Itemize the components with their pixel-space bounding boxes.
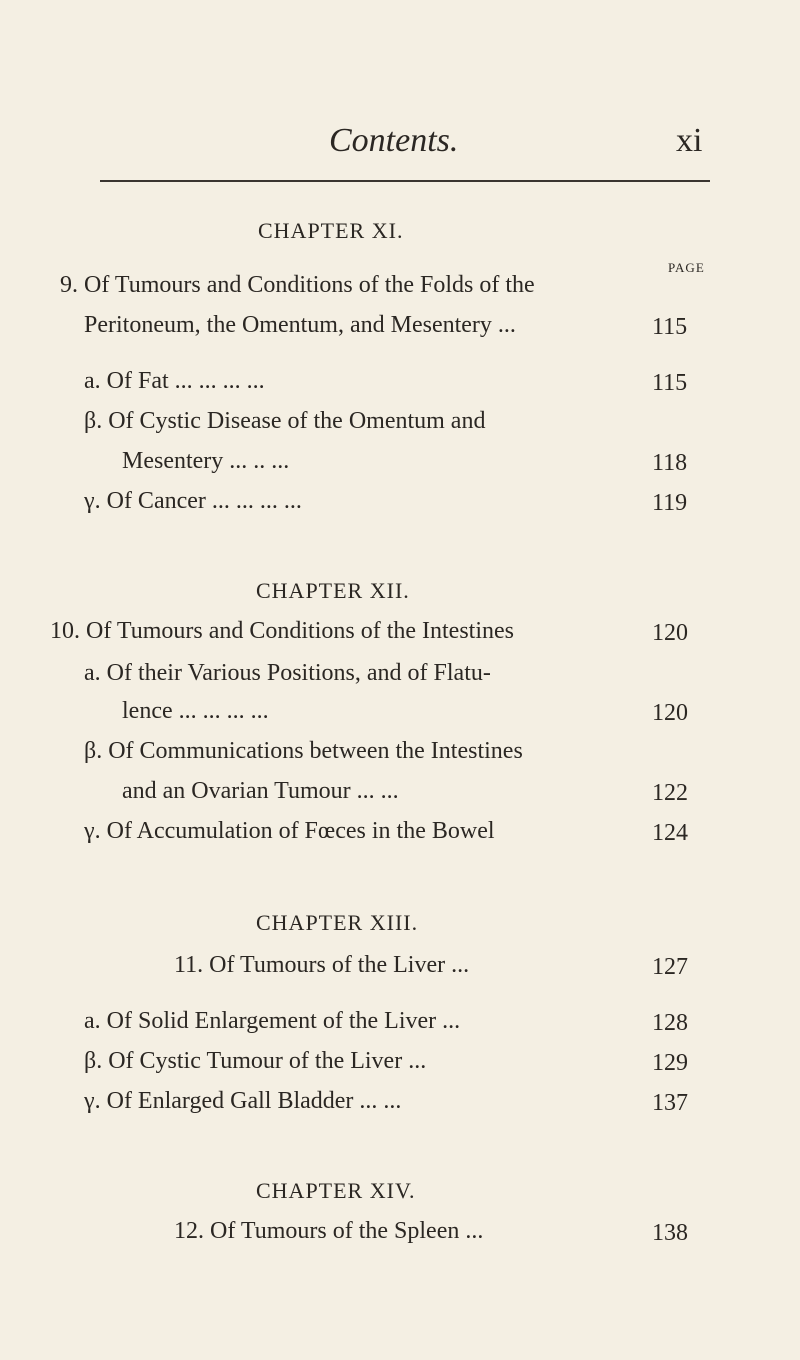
toc-page-number: 128 [652, 1010, 688, 1036]
chapter-heading: CHAPTER XIV. [256, 1178, 416, 1203]
chapter-heading: CHAPTER XI. [258, 218, 404, 243]
toc-entry: 12. Of Tumours of the Spleen ... [174, 1218, 484, 1244]
toc-subentry: γ. Of Accumulation of Fœces in the Bowel [84, 818, 495, 844]
toc-subentry-continued: Mesentery ... .. ... [122, 448, 290, 474]
toc-subentry: β. Of Communications between the Intestines [84, 738, 523, 764]
toc-page-number: 124 [652, 820, 688, 846]
page-header-title: Contents. [329, 122, 459, 159]
toc-page-number: 115 [652, 314, 688, 340]
toc-subentry-continued: and an Ovarian Tumour ... ... [122, 778, 399, 804]
toc-subentry: γ. Of Enlarged Gall Bladder ... ... [84, 1088, 402, 1114]
toc-page-number: 138 [652, 1220, 688, 1246]
toc-subentry-continued: lence ... ... ... ... [122, 698, 269, 724]
toc-page-number: 120 [652, 700, 688, 726]
chapter-heading: CHAPTER XIII. [256, 910, 419, 935]
toc-subentry: a. Of Solid Enlargement of the Liver ... [84, 1008, 461, 1034]
toc-page-number: 118 [652, 450, 688, 476]
toc-page-number: 122 [652, 780, 688, 806]
toc-subentry: a. Of Fat ... ... ... ... [84, 368, 265, 394]
page-header-number: xi [676, 122, 703, 159]
toc-page-number: 129 [652, 1050, 688, 1076]
toc-subentry: β. Of Cystic Disease of the Omentum and [84, 408, 486, 434]
toc-entry: 10. Of Tumours and Conditions of the Intestines [50, 618, 515, 644]
toc-subentry: γ. Of Cancer ... ... ... ... [84, 488, 302, 514]
toc-subentry: β. Of Cystic Tumour of the Liver ... [84, 1048, 427, 1074]
toc-entry-continued: Peritoneum, the Omentum, and Mesentery ... [84, 312, 516, 338]
toc-entry: 9. Of Tumours and Conditions of the Folds of the [60, 272, 535, 298]
toc-page-number: 120 [652, 620, 688, 646]
chapter-heading: CHAPTER XII. [256, 578, 410, 603]
toc-page-number: 119 [652, 490, 688, 516]
page-column-label: PAGE [668, 260, 705, 275]
toc-page-number: 115 [652, 370, 688, 396]
toc-page-number: 127 [652, 954, 688, 980]
toc-page-number: 137 [652, 1090, 688, 1116]
toc-entry: 11. Of Tumours of the Liver ... [174, 952, 470, 978]
header-rule [100, 180, 710, 182]
toc-subentry: a. Of their Various Positions, and of Flatu- [84, 660, 491, 686]
